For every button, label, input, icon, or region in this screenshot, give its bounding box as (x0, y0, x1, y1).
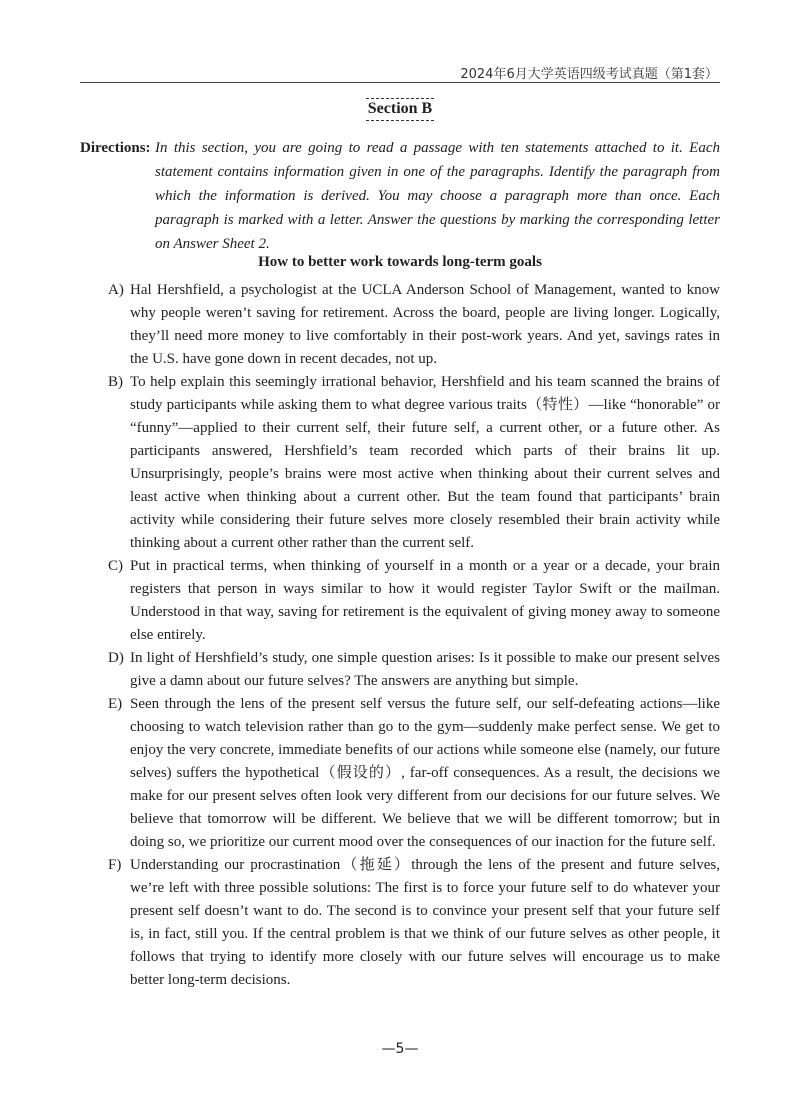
page-header-title: 2024年6月大学英语四级考试真题（第1套） (460, 67, 718, 82)
header-divider (80, 82, 720, 83)
paragraph-b (108, 371, 720, 555)
paragraph-letter: B) (108, 374, 123, 390)
paragraph-text: Understanding our procrastination（拖延）through the lens of the present and future selves, we’re left with three possible solutions: The first is to force your future self to do whatever your present self doesn’t want to do. The second is to convince your present self that your future self is, in fact, still you. If the central problem is that we think of our future selves as other people, it follows that trying to identify more closely with our future selves will encourage us to make better long-term decisions. (130, 857, 720, 988)
passage-title: How to better work towards long-term goals (258, 254, 542, 270)
paragraph-letter: F) (108, 857, 122, 873)
paragraph-letter: C) (108, 558, 123, 574)
paragraph-text: Hal Hershfield, a psychologist at the UCLA Anderson School of Management, wanted to know why people weren’t saving for retirement. Across the board, people are living longer. Logically, they’ll need more money to live comfortably in their post-work years. And yet, savings rates in the U.S. have gone down in recent decades, not up. (130, 282, 720, 367)
paragraph-letter: A) (108, 282, 124, 298)
page-number: —5— (381, 1041, 419, 1057)
paragraph-text: To help explain this seemingly irrational behavior, Hershfield and his team scanned the brains of study participants while asking them to what degree various traits（特性）—like “honorable” or “funny”—applied to their current self, their future self, a current other, or a future other. As participants answered, Hershfield’s team recorded which parts of their brains lit up. Unsurprisingly, people’s brains were most active when thinking about their current selves and least active when thinking about a current other. But the team found that participants’ brain activity while considering their future selves more closely resembled their brain activity while thinking about a current other rather than the current self. (130, 374, 720, 551)
paragraph-letter: E) (108, 696, 123, 712)
paragraph-d (108, 647, 720, 693)
directions-text: In this section, you are going to read a passage with ten statements attached to it. Each statement contains information given in one of the paragraphs. Identify the paragraph from which the information is derived. You may choose a paragraph more than once. Each paragraph is marked with a letter. Answer the questions by marking the corresponding letter on Answer Sheet 2. (155, 140, 720, 252)
paragraph-text: Put in practical terms, when thinking of yourself in a month or a year or a decade, your brain registers that person in ways similar to how it would register Taylor Swift or the mailman. Understood in that way, saving for retirement is the equivalent of giving money away to someone else entirely. (130, 558, 720, 643)
paragraph-f (108, 854, 720, 992)
paragraph-text: Seen through the lens of the present self versus the future self, our self-defeating actions—like choosing to watch television rather than go to the gym—suddenly make perfect sense. We get to enjoy the very concrete, immediate benefits of our actions while someone else (namely, our future selves) suffers the hypothetical（假设的）, far-off consequences. As a result, the decisions we make for our present selves often look very different from our decisions for our future selves. We believe that tomorrow will be different. We believe that we will be different tomorrow; but in doing so, we prioritize our current mood over the consequences of our inaction for the future self. (130, 696, 720, 850)
directions-label: Directions: (80, 140, 151, 156)
paragraph-e (108, 693, 720, 854)
paragraph-c (108, 555, 720, 647)
section-title (0, 98, 800, 121)
paragraph-text: In light of Hershfield’s study, one simple question arises: Is it possible to make our present selves give a damn about our future selves? The answers are anything but simple. (130, 650, 720, 689)
directions (80, 136, 720, 256)
section-title-text: Section B (366, 98, 434, 121)
paragraph-letter: D) (108, 650, 124, 666)
paragraph-a (108, 279, 720, 371)
passage-body (108, 279, 720, 992)
